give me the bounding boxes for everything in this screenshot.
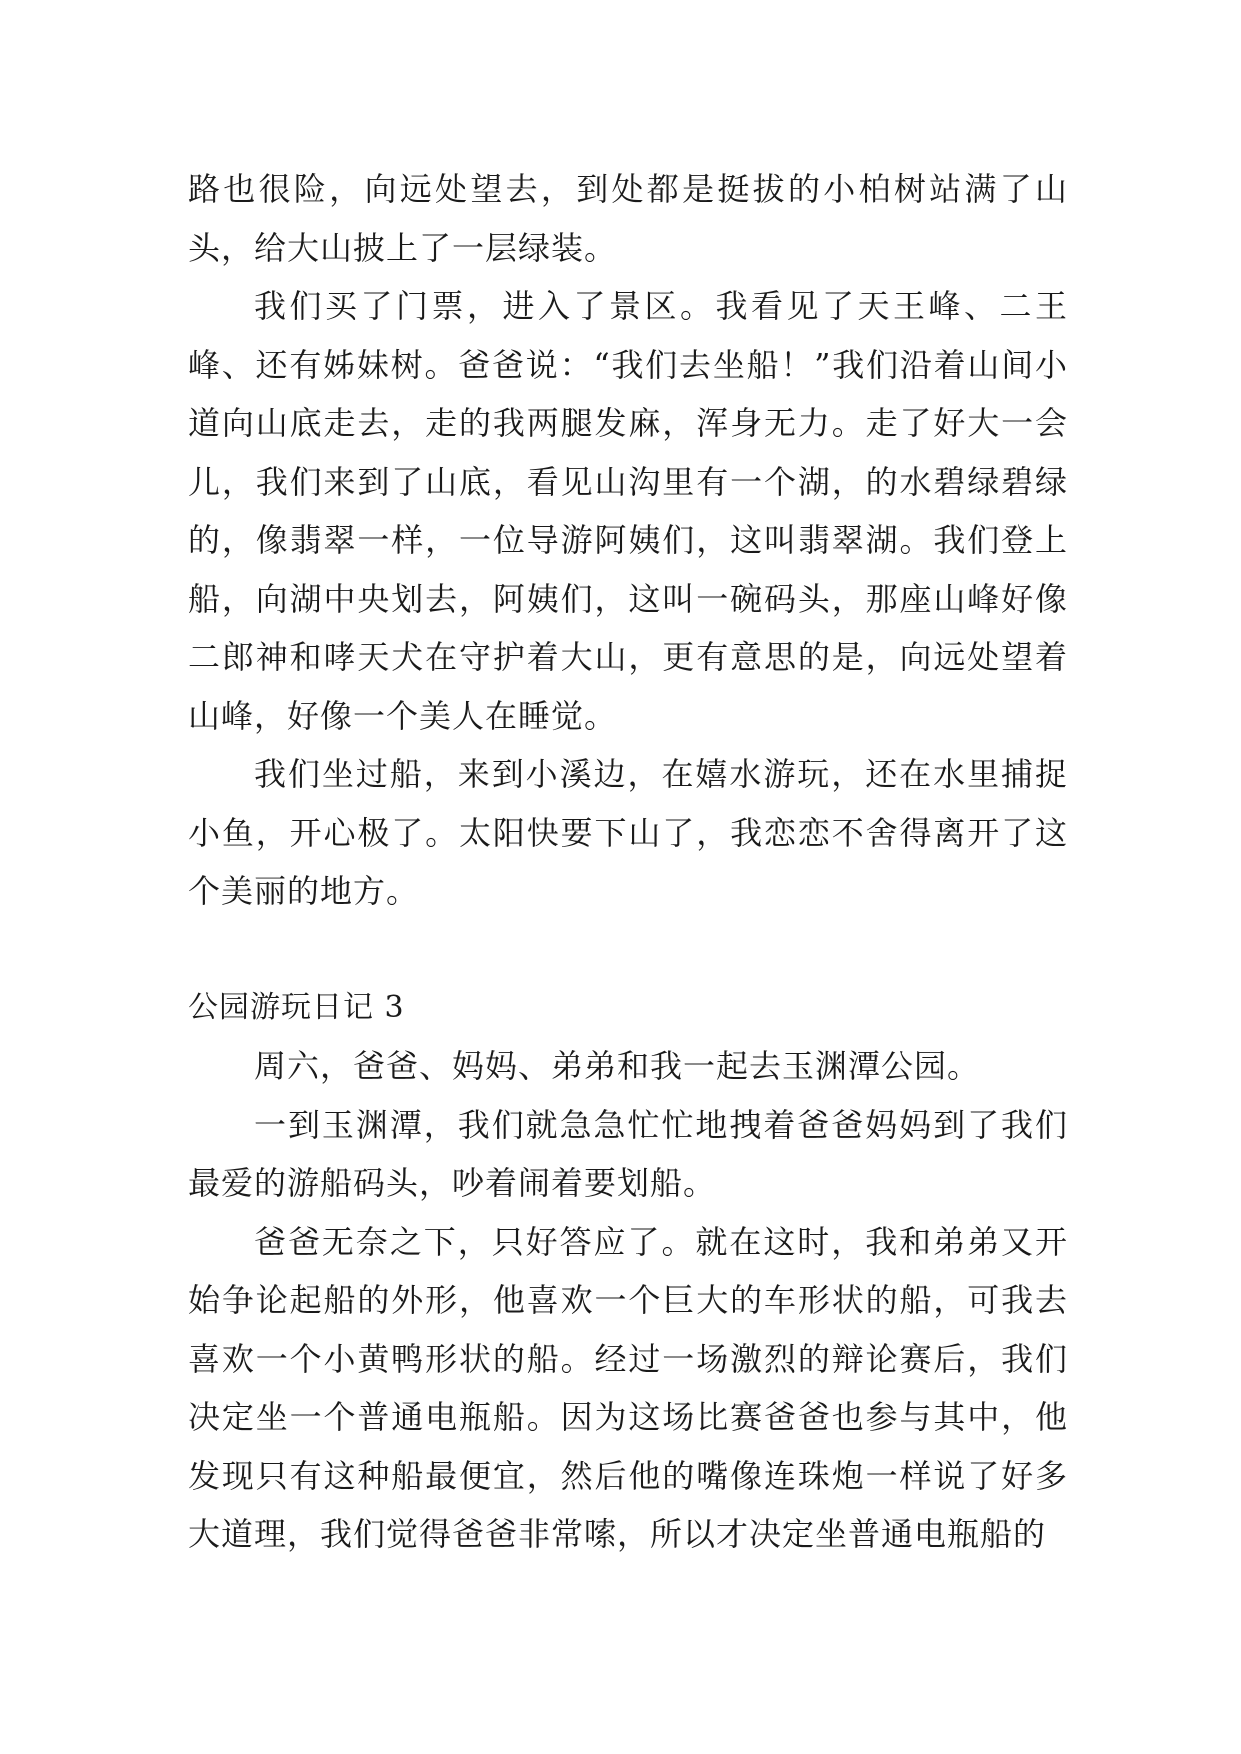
section-title: 公园游玩日记 3 (188, 989, 405, 1025)
paragraph-scenic-area: 我们买了门票，进入了景区。我看见了天王峰、二王峰、还有姊妹树。爸爸说：“我们去坐船！”我们沿着山间小道向山底走去，走的我两腿发麻，浑身无力。走了好大一会儿，我们来到了山底，看见山沟里有一个湖，的水碧绿碧绿的，像翡翠一样，一位导游阿姨们，这叫翡翠湖。我们登上船，向湖中央划去，阿姨们，这叫一碗码头，那座山峰好像二郎神和哮天犬在守护着大山，更有意思的是，向远处望着山峰，好像一个美人在睡觉。 (188, 287, 1068, 735)
paragraph-boat-debate: 爸爸无奈之下，只好答应了。就在这时，我和弟弟又开始争论起船的外形，他喜欢一个巨大的车形状的船，可我去喜欢一个小黄鸭形状的船。经过一场激烈的辩论赛后，我们决定坐一个普通电瓶船。因为这场比赛爸爸也参与其中，他发现只有这种船最便宜，然后他的嘴像连珠炮一样说了好多大道理，我们觉得爸爸非常嗦，所以才决定坐普通电瓶船的 (188, 1222, 1068, 1553)
paragraph-stream: 我们坐过船，来到小溪边，在嬉水游玩，还在水里捕捉小鱼，开心极了。太阳快要下山了，我恋恋不舍得离开了这个美丽的地方。 (188, 755, 1068, 910)
paragraph-mountain-road: 路也很险，向远处望去，到处都是挺拔的小柏树站满了山头，给大山披上了一层绿装。 (188, 170, 1068, 267)
document-body (188, 160, 1068, 1564)
paragraph-boat-dock: 一到玉渊潭，我们就急急忙忙地拽着爸爸妈妈到了我们最爱的游船码头，吵着闹着要划船。 (188, 1105, 1068, 1202)
paragraph-saturday: 周六，爸爸、妈妈、弟弟和我一起去玉渊潭公园。 (254, 1047, 981, 1085)
section-spacer (188, 921, 1068, 979)
